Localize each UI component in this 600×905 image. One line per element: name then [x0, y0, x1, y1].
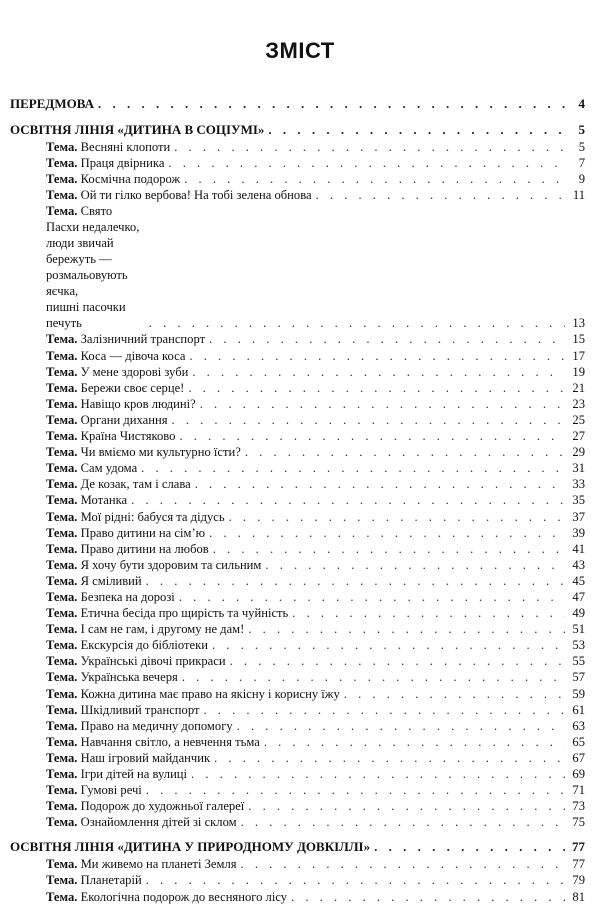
- toc-topic-title: Право на медичну допомогу: [80, 718, 233, 733]
- toc-page-number: 29: [572, 445, 585, 460]
- toc-page-number: 39: [572, 525, 585, 540]
- toc-page-number: 55: [572, 654, 585, 669]
- toc-page-number: 57: [572, 670, 585, 685]
- leader-dots: [241, 856, 565, 872]
- toc-topic-text: [46, 492, 127, 508]
- toc-page-number: 13: [572, 316, 585, 331]
- topic-label: Тема.: [46, 750, 78, 765]
- topic-label: Тема.: [46, 638, 78, 653]
- toc-topic-title: Коса — дівоча коса: [80, 348, 186, 363]
- toc-topic-title: Органи дихання: [80, 412, 168, 427]
- leader-dots: [248, 621, 565, 637]
- toc-page-number: 71: [572, 783, 585, 798]
- toc-topic-entry[interactable]: [10, 428, 585, 444]
- table-of-contents: [10, 93, 585, 905]
- toc-topic-entry[interactable]: [10, 412, 585, 428]
- topic-label: Тема.: [46, 364, 78, 379]
- topic-label: Тема.: [46, 461, 78, 476]
- topic-label: Тема.: [46, 718, 78, 733]
- toc-page-number: 77: [572, 857, 585, 872]
- toc-page-number: 4: [578, 96, 585, 111]
- toc-page-number: 43: [572, 557, 585, 572]
- topic-label: Тема.: [46, 670, 78, 685]
- toc-page-number: 9: [578, 172, 585, 187]
- toc-topic-text: [46, 872, 142, 888]
- leader-dots: [179, 428, 565, 444]
- toc-page-number: 79: [572, 873, 585, 888]
- toc-page-number: 81: [572, 889, 585, 904]
- toc-topic-entry[interactable]: [10, 702, 585, 718]
- topic-label: Тема.: [46, 857, 78, 872]
- toc-topic-entry[interactable]: [10, 637, 585, 653]
- toc-topic-text: [46, 509, 225, 525]
- toc-section-nature[interactable]: [10, 836, 585, 856]
- leader-dots: [209, 331, 565, 347]
- toc-topic-entry[interactable]: [10, 331, 585, 347]
- topic-label: Тема.: [46, 767, 78, 781]
- topic-label: Тема.: [46, 332, 78, 347]
- toc-entry-title: ПЕРЕДМОВА: [10, 96, 94, 111]
- toc-topic-text: [46, 782, 142, 798]
- toc-page-number: 35: [572, 493, 585, 508]
- page-title: ЗМІСТ: [265, 38, 335, 63]
- toc-topic-title: У мене здорові зуби: [80, 364, 189, 379]
- toc-topic-title: Українська вечеря: [80, 670, 178, 685]
- toc-topic-entry[interactable]: [10, 203, 585, 331]
- toc-page-number: 49: [572, 606, 585, 621]
- toc-topic-entry[interactable]: [10, 653, 585, 669]
- toc-topic-entry[interactable]: [10, 669, 585, 685]
- toc-section-title: ОСВІТНЯ ЛІНІЯ «ДИТИНА В СОЦІУМІ»: [10, 122, 265, 137]
- toc-topic-entry[interactable]: [10, 573, 585, 589]
- toc-topic-text: [46, 750, 210, 766]
- topic-label: Тема.: [46, 783, 78, 798]
- toc-topic-entry[interactable]: [10, 589, 585, 605]
- toc-entry-intro[interactable]: [10, 93, 585, 113]
- leader-dots: [131, 492, 565, 508]
- toc-topic-entry[interactable]: [10, 187, 585, 203]
- toc-topic-text: [46, 171, 180, 187]
- toc-topic-text: [46, 889, 287, 905]
- topic-label: Тема.: [46, 815, 78, 830]
- toc-topic-entry[interactable]: [10, 798, 585, 814]
- toc-topic-text: [46, 686, 340, 702]
- toc-page-number: 37: [572, 509, 585, 524]
- toc-topic-title-continued: пишні пасочки печуть: [46, 300, 126, 331]
- leader-dots: [189, 348, 565, 364]
- toc-topic-title: Ігри дітей на вулиці: [80, 767, 188, 781]
- toc-topic-title: Я сміливий: [80, 573, 142, 588]
- toc-topic-title: Екологічна подорож до весняного лісу: [80, 889, 288, 904]
- leader-dots: [191, 766, 565, 782]
- leader-dots: [229, 509, 565, 525]
- leader-dots: [237, 718, 565, 734]
- topic-label: Тема.: [46, 477, 78, 492]
- leader-dots: [374, 837, 565, 856]
- toc-topic-text: [46, 653, 226, 669]
- leader-dots: [192, 364, 565, 380]
- toc-topic-title: Етична бесіда про щирість та чуйність: [80, 606, 289, 621]
- toc-page-number: 63: [572, 718, 585, 733]
- toc-topic-text: [46, 139, 170, 155]
- toc-topic-entry[interactable]: [10, 460, 585, 476]
- toc-topic-text: [46, 856, 237, 872]
- topic-label: Тема.: [46, 799, 78, 814]
- toc-topic-entry[interactable]: [10, 814, 585, 830]
- topic-label: Тема.: [46, 140, 78, 155]
- toc-topic-text: [46, 444, 241, 460]
- leader-dots: [195, 476, 565, 492]
- topic-label: Тема.: [46, 380, 78, 395]
- toc-topic-text: [46, 702, 199, 718]
- toc-topic-title: Шкідливий транспорт: [80, 702, 200, 717]
- toc-topic-title: Сам удома: [80, 461, 138, 476]
- toc-page-number: 5: [578, 122, 585, 137]
- leader-dots: [230, 653, 565, 669]
- leader-dots: [179, 589, 565, 605]
- toc-topic-text: [46, 734, 260, 750]
- section-nature-topics: [10, 856, 585, 904]
- topic-label: Тема.: [46, 188, 78, 203]
- topic-label: Тема.: [46, 204, 78, 219]
- toc-topic-text: [46, 412, 168, 428]
- toc-topic-title: Навчання світло, а невчення тьма: [80, 734, 260, 749]
- toc-topic-text: [46, 460, 137, 476]
- toc-topic-text: [46, 621, 244, 637]
- toc-section-title: ОСВІТНЯ ЛІНІЯ «ДИТИНА У ПРИРОДНОМУ ДОВКІЛЛІ»: [10, 839, 371, 855]
- topic-label: Тема.: [46, 172, 78, 187]
- toc-topic-entry[interactable]: [10, 750, 585, 766]
- topic-label: Тема.: [46, 396, 78, 411]
- toc-topic-entry[interactable]: [10, 605, 585, 621]
- toc-topic-text: [46, 187, 312, 203]
- toc-topic-entry[interactable]: [10, 856, 585, 872]
- toc-page-number: 41: [572, 541, 585, 556]
- toc-topic-title: Право дитини на любов: [80, 541, 209, 556]
- leader-dots: [265, 557, 565, 573]
- topic-label: Тема.: [46, 445, 78, 460]
- topic-label: Тема.: [46, 589, 78, 604]
- leader-dots: [98, 94, 565, 113]
- topic-label: Тема.: [46, 557, 78, 572]
- leader-dots: [141, 460, 565, 476]
- toc-topic-title: Навіщо кров людині?: [80, 396, 196, 411]
- section-social-topics: [10, 139, 585, 830]
- toc-page-number: 45: [572, 573, 585, 588]
- toc-page-number: 51: [572, 622, 585, 637]
- toc-topic-title: Бережи своє серце!: [80, 380, 185, 395]
- toc-topic-text: [46, 766, 187, 782]
- topic-label: Тема.: [46, 622, 78, 637]
- leader-dots: [146, 573, 565, 589]
- toc-topic-title: Право дитини на сім’ю: [80, 525, 206, 540]
- toc-topic-title: Мої рідні: бабуся та дідусь: [80, 509, 225, 524]
- toc-topic-title: Планетарій: [80, 873, 142, 888]
- leader-dots: [213, 541, 565, 557]
- leader-dots: [149, 315, 565, 331]
- topic-label: Тема.: [46, 525, 78, 540]
- toc-topic-entry[interactable]: [10, 171, 585, 187]
- toc-page-number: 53: [572, 638, 585, 653]
- toc-page-number: 11: [572, 188, 585, 203]
- topic-label: Тема.: [46, 573, 78, 588]
- toc-topic-title: Подорож до художньої галереї: [80, 799, 245, 814]
- topic-label: Тема.: [46, 509, 78, 524]
- toc-page-number: 75: [572, 815, 585, 830]
- toc-topic-entry[interactable]: [10, 139, 585, 155]
- toc-topic-entry[interactable]: [10, 782, 585, 798]
- toc-topic-entry[interactable]: [10, 476, 585, 492]
- toc-page-number: 73: [572, 799, 585, 814]
- topic-label: Тема.: [46, 889, 78, 904]
- toc-topic-entry[interactable]: [10, 621, 585, 637]
- topic-label: Тема.: [46, 873, 78, 888]
- topic-label: Тема.: [46, 702, 78, 717]
- toc-topic-title: Космічна подорож: [80, 172, 181, 187]
- toc-page-number: 77: [572, 839, 585, 855]
- toc-topic-title: Кожна дитина має право на якісну і корисну їжу: [80, 686, 340, 701]
- toc-topic-entry[interactable]: [10, 872, 585, 888]
- toc-topic-entry[interactable]: [10, 766, 585, 782]
- toc-page-number: 17: [572, 348, 585, 363]
- toc-topic-entry[interactable]: [10, 380, 585, 396]
- toc-topic-text: [46, 557, 261, 573]
- toc-page-number: 23: [572, 396, 585, 411]
- leader-dots: [200, 396, 565, 412]
- toc-topic-text: [46, 669, 178, 685]
- leader-dots: [146, 872, 565, 888]
- toc-topic-title: Безпека на дорозі: [80, 589, 175, 604]
- leader-dots: [168, 155, 565, 171]
- toc-page-number: 65: [572, 734, 585, 749]
- toc-page-number: 69: [572, 767, 585, 781]
- leader-dots: [188, 380, 565, 396]
- leader-dots: [248, 798, 565, 814]
- topic-label: Тема.: [46, 429, 78, 444]
- toc-topic-text: [46, 798, 244, 814]
- leader-dots: [268, 120, 565, 139]
- toc-page-number: 61: [572, 702, 585, 717]
- toc-topic-text: [46, 348, 185, 364]
- leader-dots: [174, 139, 565, 155]
- toc-topic-entry[interactable]: [10, 508, 585, 524]
- toc-topic-entry[interactable]: [10, 718, 585, 734]
- toc-page-number: 25: [572, 412, 585, 427]
- leader-dots: [209, 525, 565, 541]
- topic-label: Тема.: [46, 348, 78, 363]
- toc-topic-text: [46, 476, 191, 492]
- toc-topic-title: Ой ти гілко вербова! На тобі зелена обнова: [80, 188, 312, 203]
- topic-label: Тема.: [46, 734, 78, 749]
- toc-page-number: 33: [572, 477, 585, 492]
- toc-page-number: 67: [572, 750, 585, 765]
- toc-topic-title: І сам не гам, і другому не дам!: [80, 622, 245, 637]
- toc-page-number: 19: [572, 364, 585, 379]
- leader-dots: [214, 750, 565, 766]
- leader-dots: [292, 605, 565, 621]
- toc-page-number: 21: [572, 380, 585, 395]
- toc-topic-title: Ми живемо на планеті Земля: [80, 857, 237, 872]
- toc-topic-text: [46, 637, 208, 653]
- toc-topic-entry[interactable]: [10, 492, 585, 508]
- leader-dots: [245, 444, 565, 460]
- leader-dots: [182, 669, 565, 685]
- toc-topic-text: [46, 396, 196, 412]
- leader-dots: [264, 734, 565, 750]
- toc-page-number: 5: [578, 140, 585, 155]
- toc-topic-title: Екскурсія до бібліотеки: [80, 638, 208, 653]
- topic-label: Тема.: [46, 412, 78, 427]
- toc-topic-title: Праця двірника: [80, 156, 165, 171]
- toc-topic-entry[interactable]: [10, 888, 585, 904]
- toc-topic-text: [46, 573, 142, 589]
- leader-dots: [316, 187, 565, 203]
- toc-topic-text: [46, 380, 184, 396]
- toc-topic-entry[interactable]: [10, 734, 585, 750]
- toc-page-number: 47: [572, 589, 585, 604]
- toc-topic-text: [46, 155, 164, 171]
- topic-label: Тема.: [46, 654, 78, 669]
- leader-dots: [203, 702, 565, 718]
- toc-page-number: 59: [572, 686, 585, 701]
- toc-page-number: 27: [572, 429, 585, 444]
- topic-label: Тема.: [46, 156, 78, 171]
- toc-topic-title: Свято Пасхи недалечко, люди звичай бережуть — розмальовують яєчка,: [46, 204, 140, 299]
- toc-topic-entry[interactable]: [10, 364, 585, 380]
- toc-topic-entry[interactable]: [10, 347, 585, 363]
- toc-topic-entry[interactable]: [10, 557, 585, 573]
- topic-label: Тема.: [46, 686, 78, 701]
- toc-topic-text: [46, 525, 205, 541]
- toc-topic-title: Українські дівочі прикраси: [80, 654, 226, 669]
- toc-topic-title: Весняні клопоти: [80, 140, 171, 155]
- leader-dots: [241, 814, 565, 830]
- toc-topic-text: [46, 541, 209, 557]
- toc-topic-title: Країна Чистяково: [80, 429, 176, 444]
- toc-topic-entry[interactable]: [10, 525, 585, 541]
- toc-topic-text: [46, 605, 288, 621]
- toc-topic-title: Ознайомлення дітей зі склом: [80, 815, 237, 830]
- toc-page-number: 15: [572, 332, 585, 347]
- toc-topic-title: Гумові речі: [80, 783, 142, 798]
- toc-topic-text: [46, 428, 175, 444]
- leader-dots: [212, 637, 565, 653]
- toc-topic-entry[interactable]: [10, 396, 585, 412]
- toc-topic-title: Мотанка: [80, 493, 128, 508]
- leader-dots: [172, 412, 565, 428]
- toc-page-number: 7: [578, 156, 585, 171]
- toc-topic-text: [46, 331, 205, 347]
- toc-topic-title: Залізничний транспорт: [80, 332, 206, 347]
- toc-topic-title: Я хочу бути здоровим та сильним: [80, 557, 262, 572]
- toc-topic-entry[interactable]: [10, 541, 585, 557]
- leader-dots: [184, 171, 565, 187]
- toc-topic-title: Наш ігровий майданчик: [80, 750, 211, 765]
- toc-topic-title: Де козак, там і слава: [80, 477, 191, 492]
- toc-topic-text: [46, 589, 175, 605]
- toc-topic-entry[interactable]: [10, 444, 585, 460]
- topic-label: Тема.: [46, 541, 78, 556]
- topic-label: Тема.: [46, 606, 78, 621]
- toc-topic-text: [46, 814, 237, 830]
- topic-label: Тема.: [46, 493, 78, 508]
- leader-dots: [291, 889, 565, 905]
- leader-dots: [344, 686, 565, 702]
- toc-topic-entry[interactable]: [10, 685, 585, 701]
- toc-topic-text: [46, 364, 188, 380]
- toc-topic-text: [46, 718, 233, 734]
- toc-page-number: 31: [572, 461, 585, 476]
- toc-topic-entry[interactable]: [10, 155, 585, 171]
- toc-section-social[interactable]: [10, 119, 585, 139]
- toc-topic-text: [46, 203, 145, 331]
- toc-topic-title: Чи вміємо ми культурно їсти?: [80, 445, 241, 460]
- leader-dots: [146, 782, 565, 798]
